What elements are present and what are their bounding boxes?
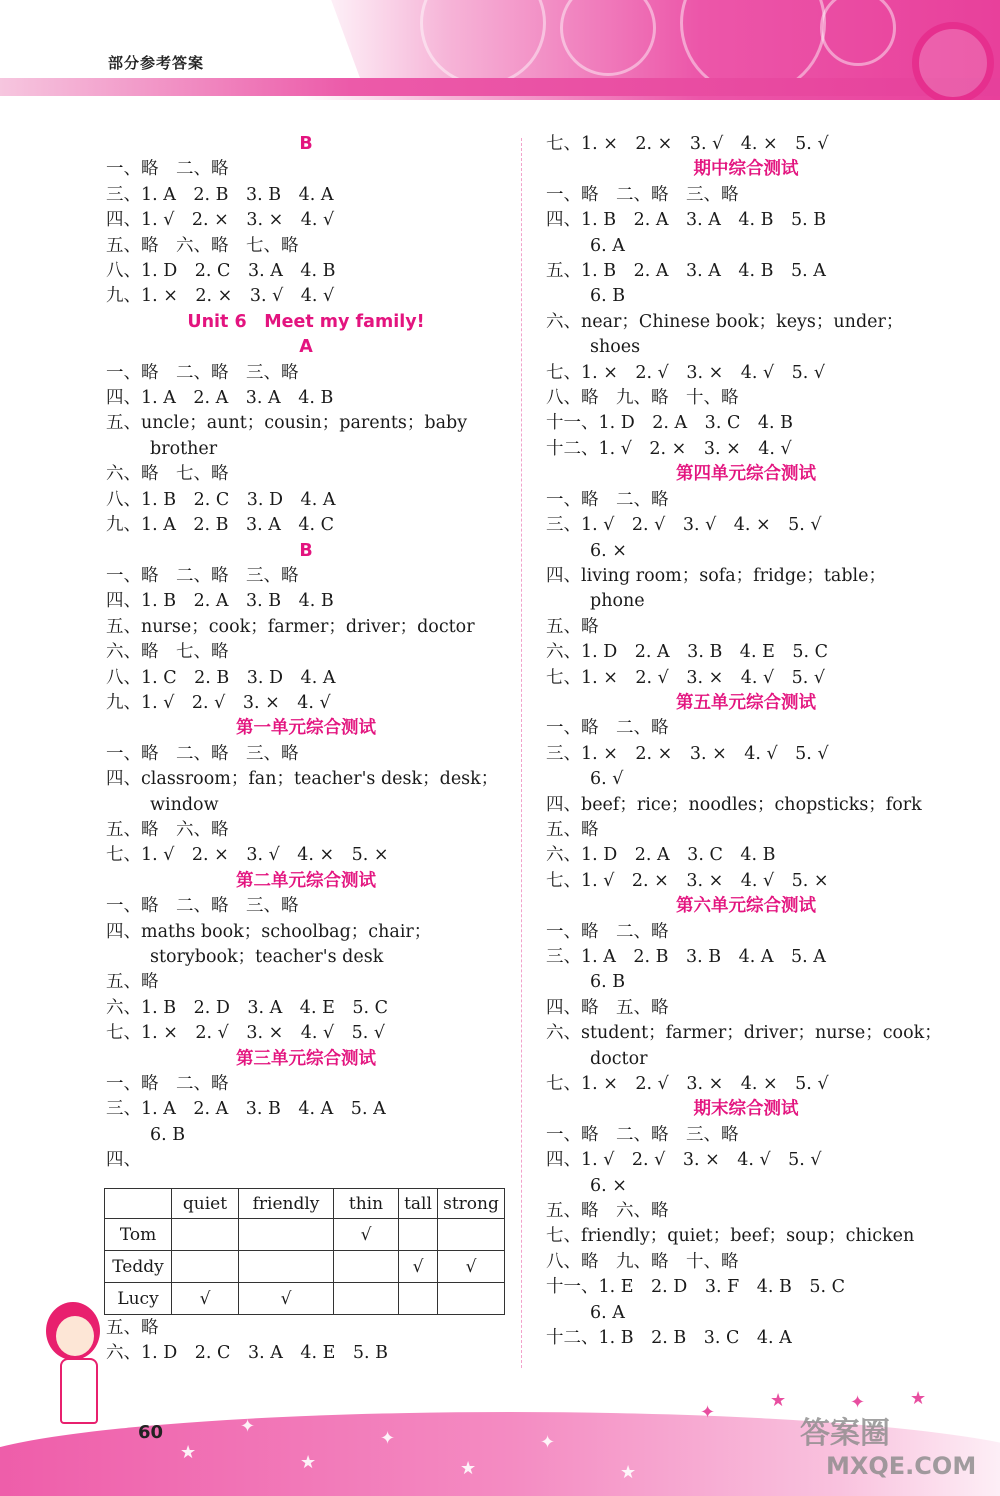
answer-line: 十二、1. B 2. B 3. C 4. A (546, 1328, 792, 1349)
right-answer-column (546, 132, 946, 1352)
answer-line: 九、1. √ 2. √ 3. × 4. √ (106, 692, 331, 713)
answer-line: 十二、1. √ 2. × 3. × 4. √ (546, 438, 792, 459)
answer-line: 九、1. × 2. × 3. √ 4. √ (106, 286, 335, 307)
answer-line: 六、1. D 2. A 3. C 4. B (546, 845, 776, 866)
section-heading: B (299, 134, 313, 154)
table-header-cell: thin (334, 1189, 399, 1219)
answer-line: storybook；teacher's desk (150, 947, 384, 967)
girl-face-icon (56, 1316, 94, 1356)
star-icon: ★ (180, 1442, 197, 1463)
decor-circle (560, 0, 656, 76)
answer-line: 一、略 二、略 三、略 (546, 184, 739, 205)
star-icon: ✦ (850, 1392, 866, 1413)
star-icon: ★ (460, 1458, 477, 1479)
section-heading: 第六单元综合测试 (676, 896, 816, 917)
answer-line: 九、1. A 2. B 3. A 4. C (106, 515, 335, 536)
table-row (105, 1251, 505, 1283)
answer-line: 七、1. × 2. √ 3. × 4. √ 5. √ (546, 667, 826, 688)
section-heading: 第五单元综合测试 (676, 692, 816, 713)
answer-line: 七、1. √ 2. × 3. √ 4. × 5. × (106, 845, 389, 866)
left-answer-column-end (106, 1316, 506, 1367)
answer-line: 三、1. √ 2. √ 3. √ 4. × 5. √ (546, 515, 822, 536)
answer-line: 七、1. × 2. × 3. √ 4. × 5. √ (546, 134, 829, 154)
answer-line: 五、略 六、略 (546, 1201, 669, 1222)
answer-line: 八、1. B 2. C 3. D 4. A (106, 489, 336, 510)
answer-line: 五、略 (546, 616, 599, 637)
answer-line: 六、1. D 2. A 3. B 4. E 5. C (546, 642, 828, 663)
table-cell (438, 1283, 505, 1315)
answer-line: 一、略 二、略 (106, 1074, 229, 1095)
star-icon: ✦ (240, 1416, 256, 1437)
answer-table (104, 1188, 505, 1315)
answer-line: 五、略 (106, 972, 159, 993)
table-row-label: Tom (105, 1219, 172, 1251)
section-heading: 第三单元综合测试 (236, 1048, 376, 1069)
answer-line: 一、略 二、略 (106, 159, 229, 180)
table-cell (334, 1283, 399, 1315)
answer-line: 六、略 七、略 (106, 464, 229, 485)
answer-line: 四、1. B 2. A 3. B 4. B (106, 591, 334, 612)
section-heading: A (299, 337, 313, 358)
answer-line: 五、略 (546, 819, 599, 840)
table-row (105, 1219, 505, 1251)
table-cell: √ (172, 1283, 239, 1315)
answer-line: brother (150, 438, 218, 459)
table-header-cell: strong (438, 1189, 505, 1219)
answer-line: 五、略 六、略 七、略 (106, 235, 299, 256)
star-icon: ★ (770, 1390, 787, 1411)
table-cell (399, 1219, 438, 1251)
table-cell (334, 1251, 399, 1283)
answer-line: 三、1. × 2. × 3. × 4. √ 5. √ (546, 743, 829, 764)
table-cell (172, 1219, 239, 1251)
answer-line: 五、略 (106, 1318, 159, 1338)
star-icon: ★ (300, 1452, 317, 1473)
answer-line: 四、living room；sofa；fridge；table； (546, 565, 886, 586)
header-title: 部分参考答案 (108, 54, 205, 72)
answer-line: 6. B (590, 286, 626, 307)
answer-line: 6. B (150, 1124, 186, 1145)
star-icon: ✦ (540, 1432, 556, 1453)
answer-line: 四、beef；rice；noodles；chopsticks；fork (546, 794, 922, 815)
table-cell (239, 1251, 334, 1283)
answer-line: 四、1. B 2. A 3. A 4. B 5. B (546, 210, 827, 231)
answer-line: 五、uncle；aunt；cousin；parents；baby (106, 413, 468, 434)
answer-line: 一、略 二、略 三、略 (106, 896, 299, 917)
section-heading: 期中综合测试 (693, 159, 799, 180)
answer-line: 6. × (590, 1175, 627, 1196)
table-row-label: Teddy (105, 1251, 172, 1283)
answer-line: 一、略 二、略 (546, 718, 669, 739)
answer-line: 五、1. B 2. A 3. A 4. B 5. A (546, 261, 826, 282)
answer-line: 四、classroom；fan；teacher's desk；desk； (106, 769, 499, 790)
answer-line: 七、1. × 2. √ 3. × 4. √ 5. √ (546, 362, 826, 383)
table-row-label: Lucy (105, 1283, 172, 1315)
answer-line: 一、略 二、略 (546, 489, 669, 510)
answer-line: 6. A (590, 235, 625, 256)
answer-line: 四、略 五、略 (546, 997, 669, 1018)
star-icon: ✦ (380, 1428, 396, 1449)
answer-line: 四、1. A 2. A 3. A 4. B (106, 388, 334, 409)
answer-line: 四、 (106, 1150, 141, 1171)
section-heading: 第四单元综合测试 (676, 464, 816, 485)
section-heading: 第二单元综合测试 (236, 870, 376, 891)
table-cell: √ (334, 1219, 399, 1251)
table-header-cell (105, 1189, 172, 1219)
header-bar (0, 78, 1000, 96)
star-icon: ✦ (700, 1402, 716, 1423)
answer-line: 六、1. D 2. C 3. A 4. E 5. B (106, 1343, 388, 1364)
section-heading: Unit 6 Meet my family! (187, 311, 425, 332)
answer-line: 三、1. A 2. B 3. B 4. A (106, 184, 334, 205)
table-header-cell: friendly (239, 1189, 334, 1219)
answer-line: doctor (590, 1048, 648, 1069)
answer-line: 六、student；farmer；driver；nurse；cook； (546, 1023, 942, 1044)
section-heading: B (299, 540, 313, 561)
answer-line: 四、maths book；schoolbag；chair； (106, 921, 432, 942)
section-heading: 期末综合测试 (693, 1099, 799, 1120)
answer-line: 七、1. × 2. √ 3. × 4. × 5. √ (546, 1074, 829, 1095)
watermark-text: 答案圈 (800, 1416, 890, 1451)
table-cell (239, 1219, 334, 1251)
column-divider (521, 138, 522, 1368)
answer-line: 六、near；Chinese book；keys；under； (546, 311, 904, 332)
star-icon: ★ (620, 1462, 637, 1483)
answer-line: window (150, 794, 219, 815)
answer-line: 三、1. A 2. B 3. B 4. A 5. A (546, 947, 826, 967)
answer-line: 一、略 二、略 三、略 (106, 362, 299, 383)
answer-line: shoes (590, 337, 641, 358)
answer-line: 6. √ (590, 769, 624, 790)
answer-line: 七、1. √ 2. × 3. × 4. √ 5. × (546, 870, 829, 891)
answer-line: 6. × (590, 540, 627, 561)
answer-line: 七、1. × 2. √ 3. × 4. √ 5. √ (106, 1023, 386, 1044)
table-row (105, 1283, 505, 1315)
decor-circle (820, 0, 896, 66)
table-cell: √ (399, 1251, 438, 1283)
answer-line: 一、略 二、略 三、略 (546, 1124, 739, 1145)
answer-line: 十一、1. D 2. A 3. C 4. B (546, 413, 793, 434)
answer-line: 六、略 七、略 (106, 642, 229, 663)
answer-line: 八、1. C 2. B 3. D 4. A (106, 667, 336, 688)
decor-circle (420, 0, 546, 86)
answer-line: 6. B (590, 972, 626, 993)
answer-line: 三、1. A 2. A 3. B 4. A 5. A (106, 1099, 386, 1120)
answer-line: 一、略 二、略 三、略 (106, 743, 299, 764)
answer-line: 四、1. √ 2. √ 3. × 4. √ 5. √ (546, 1150, 822, 1171)
answer-line: 八、略 九、略 十、略 (546, 388, 739, 409)
answer-line: 五、nurse；cook；farmer；driver；doctor (106, 616, 475, 637)
answer-line: 四、1. √ 2. × 3. × 4. √ (106, 210, 335, 231)
answer-line: 五、略 六、略 (106, 819, 229, 840)
table-cell (438, 1219, 505, 1251)
table-header-row (105, 1189, 505, 1219)
table-header-cell: quiet (172, 1189, 239, 1219)
watermark-url: MXQE.COM (826, 1452, 977, 1480)
answer-line: 七、friendly；quiet；beef；soup；chicken (546, 1226, 915, 1247)
answer-line: 一、略 二、略 三、略 (106, 565, 299, 586)
answer-line: 八、略 九、略 十、略 (546, 1251, 739, 1272)
section-heading: 第一单元综合测试 (236, 718, 376, 739)
table-header-cell: tall (399, 1189, 438, 1219)
page-header (0, 0, 1000, 100)
answer-line: 十一、1. E 2. D 3. F 4. B 5. C (546, 1277, 845, 1298)
girl-body-icon (60, 1358, 98, 1424)
table-cell: √ (239, 1283, 334, 1315)
left-answer-column (106, 132, 506, 1174)
answer-line: 6. A (590, 1302, 625, 1323)
answer-line: 八、1. D 2. C 3. A 4. B (106, 261, 336, 282)
header-ring-icon (912, 22, 994, 100)
answer-line: phone (590, 591, 645, 612)
answer-line: 六、1. B 2. D 3. A 4. E 5. C (106, 997, 388, 1018)
table-cell (172, 1251, 239, 1283)
star-icon: ★ (910, 1388, 927, 1409)
table-cell (399, 1283, 438, 1315)
answer-line: 一、略 二、略 (546, 921, 669, 942)
page-number: 60 (138, 1422, 164, 1443)
table-cell: √ (438, 1251, 505, 1283)
